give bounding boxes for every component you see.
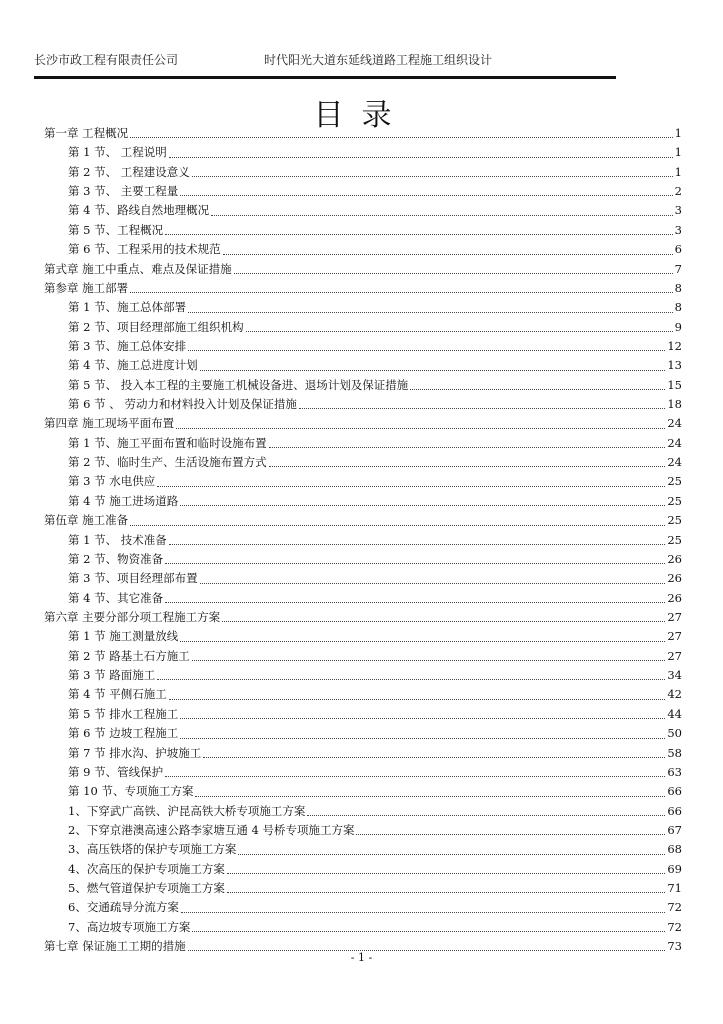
toc-entry-page: 66	[667, 784, 682, 799]
toc-entry-label: 第 6 节、工程采用的技术规范	[68, 242, 221, 257]
toc-entry-page: 71	[667, 881, 682, 896]
toc-entry-label: 第六章 主要分部分项工程施工方案	[44, 609, 221, 624]
toc-entry-page: 26	[667, 590, 682, 605]
toc-entry-label: 第七章 保证施工工期的措施	[44, 939, 186, 954]
toc-entry-label: 第 5 节、工程概况	[68, 222, 164, 237]
toc-leader-dots	[222, 620, 665, 622]
toc-entry-label: 第 4 节 平侧石施工	[68, 687, 167, 702]
toc-entry-page: 6	[674, 242, 682, 257]
table-of-contents	[44, 124, 682, 956]
toc-entry-label: 第 2 节、物资准备	[68, 551, 164, 566]
toc-section-row[interactable]	[44, 705, 682, 724]
toc-entry-page: 12	[667, 338, 682, 353]
toc-leader-dots	[130, 291, 673, 293]
toc-entry-label: 第 4 节、其它准备	[68, 590, 164, 605]
toc-leader-dots	[165, 233, 673, 235]
toc-entry-label: 第 1 节、施工总体部署	[68, 300, 187, 315]
toc-leader-dots	[165, 775, 665, 777]
toc-leader-dots	[188, 349, 665, 351]
toc-entry-label: 第 3 节 水电供应	[68, 474, 156, 489]
toc-entry-label: 第式章 施工中重点、难点及保证措施	[44, 261, 232, 276]
toc-entry-page: 24	[667, 416, 682, 431]
toc-entry-page: 42	[667, 687, 682, 702]
toc-leader-dots	[307, 814, 665, 816]
toc-leader-dots	[192, 659, 666, 661]
toc-section-row[interactable]	[44, 531, 682, 550]
toc-leader-dots	[130, 524, 665, 526]
toc-entry-page: 67	[667, 822, 682, 837]
toc-entry-page: 72	[667, 919, 682, 934]
toc-entry-page: 18	[667, 397, 682, 412]
toc-entry-page: 68	[667, 842, 682, 857]
toc-leader-dots	[200, 369, 666, 371]
toc-entry-label: 6、交通疏导分流方案	[68, 900, 179, 915]
toc-entry-page: 24	[667, 455, 682, 470]
toc-entry-page: 3	[674, 222, 682, 237]
toc-leader-dots	[410, 388, 665, 390]
toc-section-row[interactable]	[44, 395, 682, 414]
toc-section-row[interactable]	[44, 724, 682, 743]
toc-section-row[interactable]	[44, 356, 682, 375]
toc-entry-label: 第 2 节、项目经理部施工组织机构	[68, 319, 244, 334]
toc-entry-page: 66	[667, 803, 682, 818]
toc-entry-page: 27	[667, 609, 682, 624]
toc-entry-label: 第 10 节、专项施工方案	[68, 784, 194, 799]
toc-leader-dots	[188, 311, 673, 313]
toc-leader-dots	[130, 136, 673, 138]
toc-chapter-row[interactable]	[44, 279, 682, 298]
toc-leader-dots	[223, 253, 673, 255]
toc-leader-dots	[180, 194, 672, 196]
toc-entry-page: 27	[667, 629, 682, 644]
toc-entry-label: 第 3 节、 主要工程量	[68, 184, 179, 199]
toc-chapter-row[interactable]	[44, 414, 682, 433]
toc-entry-page: 1	[674, 145, 682, 160]
toc-leader-dots	[234, 272, 673, 274]
toc-entry-label: 第 1 节、 技术准备	[68, 532, 167, 547]
toc-section-row[interactable]	[44, 860, 682, 879]
toc-leader-dots	[200, 582, 666, 584]
toc-entry-page: 25	[667, 532, 682, 547]
toc-section-row[interactable]	[44, 182, 682, 201]
toc-entry-page: 1	[674, 164, 682, 179]
toc-leader-dots	[169, 698, 666, 700]
toc-leader-dots	[299, 407, 665, 409]
toc-entry-label: 第参章 施工部署	[44, 280, 129, 295]
toc-section-row[interactable]	[44, 163, 682, 182]
toc-section-row[interactable]	[44, 221, 682, 240]
toc-leader-dots	[180, 640, 665, 642]
toc-section-row[interactable]	[44, 782, 682, 801]
toc-chapter-row[interactable]	[44, 260, 682, 279]
toc-entry-label: 第 9 节、管线保护	[68, 764, 164, 779]
toc-leader-dots	[180, 737, 665, 739]
toc-entry-label: 第 7 节 排水沟、护坡施工	[68, 745, 202, 760]
toc-entry-label: 1、下穿武广高铁、沪昆高铁大桥专项施工方案	[68, 803, 306, 818]
toc-entry-page: 44	[667, 706, 682, 721]
toc-leader-dots	[203, 756, 665, 758]
header-project-title: 时代阳光大道东延线道路工程施工组织设计	[264, 53, 493, 67]
toc-leader-dots	[180, 504, 665, 506]
toc-entry-page: 24	[667, 435, 682, 450]
toc-leader-dots	[227, 872, 666, 874]
toc-section-row[interactable]	[44, 627, 682, 646]
toc-leader-dots	[157, 678, 665, 680]
toc-entry-label: 第 4 节 施工进场道路	[68, 493, 179, 508]
toc-entry-label: 第 4 节、施工总进度计划	[68, 358, 198, 373]
toc-leader-dots	[246, 330, 673, 332]
toc-chapter-row[interactable]	[44, 124, 682, 143]
toc-entry-label: 第 6 节 、 劳动力和材料投入计划及保证措施	[68, 397, 297, 412]
toc-entry-label: 第 3 节 路面施工	[68, 668, 156, 683]
toc-section-row[interactable]	[44, 647, 682, 666]
toc-section-row[interactable]	[44, 879, 682, 898]
toc-section-row[interactable]	[44, 434, 682, 453]
toc-section-row[interactable]	[44, 318, 682, 337]
toc-section-row[interactable]	[44, 550, 682, 569]
toc-entry-label: 5、燃气管道保护专项施工方案	[68, 881, 225, 896]
toc-chapter-row[interactable]	[44, 608, 682, 627]
toc-entry-label: 第 5 节、 投入本工程的主要施工机械设备进、退场计划及保证措施	[68, 377, 409, 392]
toc-section-row[interactable]	[44, 685, 682, 704]
toc-leader-dots	[165, 601, 665, 603]
toc-entry-page: 26	[667, 551, 682, 566]
toc-entry-label: 第 3 节、项目经理部布置	[68, 571, 198, 586]
document-title: 目录	[313, 98, 410, 133]
toc-leader-dots	[192, 175, 673, 177]
toc-entry-page: 25	[667, 493, 682, 508]
toc-leader-dots	[157, 485, 665, 487]
toc-section-row[interactable]	[44, 802, 682, 821]
toc-entry-label: 第 1 节、施工平面布置和临时设施布置	[68, 435, 267, 450]
header-company: 长沙市政工程有限责任公司	[34, 53, 179, 67]
toc-section-row[interactable]	[44, 589, 682, 608]
page-header	[34, 44, 618, 72]
toc-section-row[interactable]	[44, 492, 682, 511]
toc-section-row[interactable]	[44, 240, 682, 259]
toc-entry-label: 第 2 节 路基土石方施工	[68, 648, 190, 663]
toc-section-row[interactable]	[44, 143, 682, 162]
toc-entry-page: 1	[674, 126, 682, 140]
toc-entry-page: 8	[674, 300, 682, 315]
toc-entry-label: 第 2 节、临时生产、生活设施布置方式	[68, 455, 267, 470]
toc-entry-page: 3	[674, 203, 682, 218]
toc-section-row[interactable]	[44, 569, 682, 588]
toc-section-row[interactable]	[44, 821, 682, 840]
toc-entry-label: 第 5 节 排水工程施工	[68, 706, 179, 721]
toc-entry-page: 26	[667, 571, 682, 586]
toc-section-row[interactable]	[44, 337, 682, 356]
toc-section-row[interactable]	[44, 376, 682, 395]
toc-leader-dots	[181, 911, 666, 913]
toc-entry-label: 第 2 节、 工程建设意义	[68, 164, 190, 179]
toc-entry-label: 第一章 工程概况	[44, 126, 129, 140]
toc-entry-page: 58	[667, 745, 682, 760]
toc-entry-page: 2	[674, 184, 682, 199]
toc-leader-dots	[211, 214, 673, 216]
toc-entry-page: 13	[667, 358, 682, 373]
toc-entry-page: 27	[667, 648, 682, 663]
toc-section-row[interactable]	[44, 898, 682, 917]
toc-entry-label: 第 1 节、 工程说明	[68, 145, 167, 160]
toc-entry-page: 50	[667, 726, 682, 741]
toc-entry-page: 72	[667, 900, 682, 915]
toc-leader-dots	[176, 427, 665, 429]
toc-entry-label: 第 4 节、路线自然地理概况	[68, 203, 210, 218]
toc-leader-dots	[269, 446, 666, 448]
toc-chapter-row[interactable]	[44, 511, 682, 530]
toc-entry-label: 4、次高压的保护专项施工方案	[68, 861, 225, 876]
toc-leader-dots	[238, 853, 665, 855]
toc-leader-dots	[165, 562, 665, 564]
header-rule	[34, 76, 616, 79]
toc-section-row[interactable]	[44, 201, 682, 220]
toc-entry-page: 34	[667, 668, 682, 683]
toc-entry-page: 25	[667, 513, 682, 528]
toc-section-row[interactable]	[44, 840, 682, 859]
toc-section-row[interactable]	[44, 666, 682, 685]
toc-entry-page: 15	[667, 377, 682, 392]
toc-entry-label: 第伍章 施工准备	[44, 513, 129, 528]
toc-section-row[interactable]	[44, 918, 682, 937]
page-number: - 1 -	[350, 951, 373, 964]
toc-section-row[interactable]	[44, 763, 682, 782]
toc-entry-page: 25	[667, 474, 682, 489]
toc-entry-page: 69	[667, 861, 682, 876]
toc-entry-label: 第四章 施工现场平面布置	[44, 416, 175, 431]
toc-leader-dots	[169, 156, 673, 158]
toc-leader-dots	[227, 891, 666, 893]
toc-entry-page: 8	[674, 280, 682, 295]
toc-leader-dots	[269, 465, 666, 467]
toc-entry-label: 3、高压铁塔的保护专项施工方案	[68, 842, 237, 857]
toc-entry-label: 7、高边坡专项施工方案	[68, 919, 191, 934]
toc-leader-dots	[356, 833, 665, 835]
toc-leader-dots	[195, 795, 665, 797]
toc-entry-page: 73	[667, 939, 682, 954]
toc-leader-dots	[180, 717, 665, 719]
toc-entry-page: 9	[674, 319, 682, 334]
toc-leader-dots	[192, 930, 665, 932]
toc-entry-label: 第 6 节 边坡工程施工	[68, 726, 179, 741]
toc-leader-dots	[169, 543, 666, 545]
toc-entry-page: 63	[667, 764, 682, 779]
toc-section-row[interactable]	[44, 453, 682, 472]
toc-section-row[interactable]	[44, 298, 682, 317]
toc-section-row[interactable]	[44, 472, 682, 491]
toc-entry-label: 2、下穿京港澳高速公路李家塘互通 4 号桥专项施工方案	[68, 822, 355, 837]
toc-entry-page: 7	[674, 261, 682, 276]
toc-section-row[interactable]	[44, 744, 682, 763]
toc-entry-label: 第 1 节 施工测量放线	[68, 629, 179, 644]
toc-entry-label: 第 3 节、施工总体安排	[68, 338, 187, 353]
